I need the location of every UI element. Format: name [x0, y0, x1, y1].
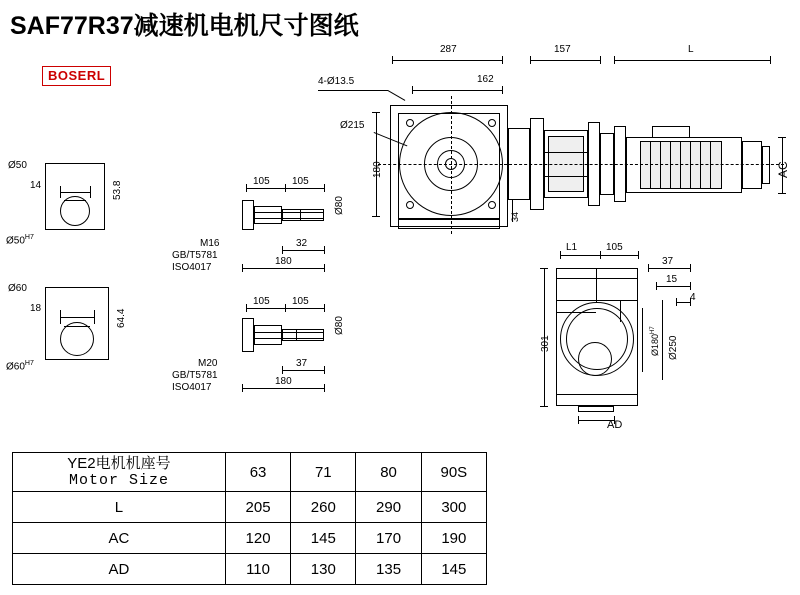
dim-shaft1-height: 53.8 — [112, 180, 123, 200]
note-bolt1-std1: GB/T5781 — [172, 250, 218, 261]
dim-AD: AD — [607, 419, 623, 431]
cell-L-63: 205 — [225, 492, 290, 523]
dim-shaft2-key-width: 18 — [30, 303, 42, 314]
dim-15-side: 15 — [666, 274, 678, 285]
dim-287: 287 — [440, 44, 457, 55]
dim-bolt2-105a: 105 — [253, 296, 270, 307]
dim-L1: L1 — [566, 242, 578, 253]
dim-bolt1-180: 180 — [275, 256, 292, 267]
dim-shaft1-key-width: 14 — [30, 180, 42, 191]
note-dia-215: Ø215 — [340, 120, 365, 131]
dim-shaft2-height: 64.4 — [116, 308, 127, 328]
note-bolt2-thread: M20 — [198, 358, 218, 369]
cell-AD-71: 130 — [291, 554, 356, 585]
table-header-label-cn: YE2电机机座号 — [67, 455, 171, 472]
page-title: SAF77R37减速机电机尺寸图纸 — [10, 12, 359, 40]
row-label-L: L — [13, 492, 226, 523]
dim-L-top: L — [688, 44, 694, 55]
dim-bolt2-180: 180 — [275, 376, 292, 387]
brand-logo: BOSERL — [42, 66, 111, 86]
dim-bolt2-37: 37 — [296, 358, 308, 369]
table-header-label-en: Motor Size — [68, 472, 169, 489]
note-4-holes: 4-Ø13.5 — [318, 76, 355, 87]
dim-bolt1-32: 32 — [296, 238, 308, 249]
row-label-AD: AD — [13, 554, 226, 585]
table-row — [13, 523, 487, 554]
dim-37-side: 37 — [662, 256, 674, 267]
table-header-row — [13, 453, 487, 492]
dim-bolt2-105b: 105 — [292, 296, 309, 307]
dim-bolt1-105a: 105 — [253, 176, 270, 187]
dim-157: 157 — [554, 44, 571, 55]
table-row — [13, 554, 487, 585]
cell-AC-63: 120 — [225, 523, 290, 554]
dim-bolt2-dia80: Ø80 — [334, 316, 345, 335]
cell-AD-80: 135 — [356, 554, 421, 585]
cell-L-71: 260 — [291, 492, 356, 523]
dim-shaft1-dia-out: Ø50 — [8, 160, 27, 171]
cell-AC-80: 170 — [356, 523, 421, 554]
cell-AC-90S: 190 — [421, 523, 486, 554]
cell-L-80: 290 — [356, 492, 421, 523]
dim-AC: AC — [776, 161, 790, 178]
dim-bolt1-105b: 105 — [292, 176, 309, 187]
note-bolt1-std2: ISO4017 — [172, 262, 212, 273]
dim-shaft2-bore: $Ø60^{H7}$ — [6, 360, 34, 373]
note-bolt1-thread: M16 — [200, 238, 220, 249]
dim-dia-250: Ø250 — [668, 335, 679, 360]
dim-shaft1-bore: $Ø50^{H7}$ — [6, 234, 34, 247]
dim-105-side: 105 — [606, 242, 623, 253]
table-row — [13, 492, 487, 523]
table-header-size-0: 63 — [225, 453, 290, 492]
table-header-size-1: 71 — [291, 453, 356, 492]
dim-162: 162 — [477, 74, 494, 85]
note-bolt2-std2: ISO4017 — [172, 382, 212, 393]
table-header-size-2: 80 — [356, 453, 421, 492]
dim-301: 301 — [540, 335, 551, 352]
dim-4-side: 4 — [690, 292, 696, 303]
cell-L-90S: 300 — [421, 492, 486, 523]
dim-shaft2-dia-out: Ø60 — [8, 283, 27, 294]
cell-AD-63: 110 — [225, 554, 290, 585]
dim-bolt1-dia80: Ø80 — [334, 196, 345, 215]
motor-size-table — [12, 452, 487, 585]
dim-dia-180: $Ø180^{H7}$ — [650, 326, 660, 356]
dim-34: 34 — [510, 211, 520, 222]
note-bolt2-std1: GB/T5781 — [172, 370, 218, 381]
table-header-size-3: 90S — [421, 453, 486, 492]
cell-AC-71: 145 — [291, 523, 356, 554]
dim-180: 180 — [372, 161, 383, 178]
cell-AD-90S: 145 — [421, 554, 486, 585]
row-label-AC: AC — [13, 523, 226, 554]
table-header-label — [13, 453, 226, 492]
